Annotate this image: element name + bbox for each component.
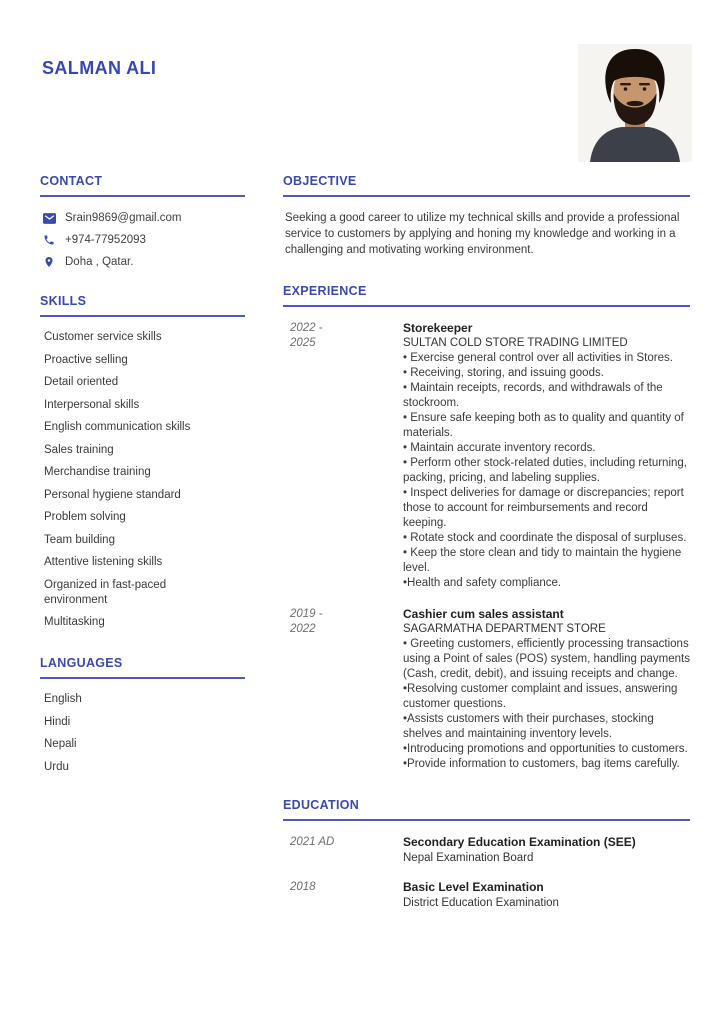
job-duty: • Receiving, storing, and issuing goods. — [403, 367, 604, 379]
company-name: SULTAN COLD STORE TRADING LIMITED — [403, 337, 628, 349]
company-name: SAGARMATHA DEPARTMENT STORE — [403, 623, 606, 635]
contact-list — [40, 212, 245, 268]
job-duty: • Ensure safe keeping both as to quality and quantity of materials. — [403, 412, 684, 439]
phone-icon — [42, 234, 56, 246]
contact-item — [42, 212, 245, 224]
job-duty: • Inspect deliveries for damage or discrepancies; report those to account for reimbursements and record keeping. — [403, 487, 684, 529]
experience-list — [283, 321, 690, 772]
language-item: Hindi — [44, 715, 71, 728]
contact-text: Srain9869@gmail.com — [65, 212, 182, 224]
education-entry — [283, 880, 690, 911]
contact-text: Doha , Qatar. — [65, 256, 134, 268]
languages-heading: LANGUAGES — [40, 656, 245, 679]
language-item: English — [44, 693, 82, 705]
skill-item: Attentive listening skills — [44, 556, 163, 568]
skill-item: Detail oriented — [44, 376, 119, 388]
education-heading: EDUCATION — [283, 798, 690, 821]
language-item: Urdu — [44, 760, 69, 773]
skill-item: Team building — [44, 533, 115, 546]
resume-body — [0, 162, 724, 937]
resume-header — [0, 0, 724, 162]
job-duty: • Maintain accurate inventory records. — [403, 442, 596, 454]
degree-title: Secondary Education Examination (SEE) — [403, 835, 636, 849]
education-entry — [283, 835, 690, 866]
date-from: 2019 - — [290, 608, 323, 620]
experience-details — [403, 607, 690, 772]
skill-item: Sales training — [44, 443, 114, 456]
institution-name: Nepal Examination Board — [403, 852, 534, 864]
job-duty: •Health and safety compliance. — [403, 577, 562, 589]
skills-section — [40, 294, 245, 630]
job-duty: • Maintain receipts, records, and withdrawals of the stockroom. — [403, 382, 663, 409]
job-duty-list — [403, 637, 690, 772]
contact-section — [40, 174, 245, 268]
job-duty: •Provide information to customers, bag items carefully. — [403, 758, 680, 770]
date-from: 2022 - — [290, 322, 323, 334]
objective-section — [283, 174, 690, 258]
objective-heading: OBJECTIVE — [283, 174, 690, 197]
job-duty: •Introducing promotions and opportunities to customers. — [403, 743, 688, 755]
job-duty: • Exercise general control over all activities in Stores. — [403, 352, 673, 364]
job-duty-list — [403, 351, 690, 591]
languages-list — [40, 692, 245, 775]
skill-item: Multitasking — [44, 616, 105, 628]
email-icon — [42, 213, 56, 224]
degree-title: Basic Level Examination — [403, 880, 544, 894]
skill-item: Interpersonal skills — [44, 398, 140, 411]
job-title: Storekeeper — [403, 321, 473, 335]
contact-heading: CONTACT — [40, 174, 245, 197]
skill-item: English communication skills — [44, 421, 191, 433]
job-duty: • Keep the store clean and tidy to maintain the hygiene level. — [403, 547, 682, 574]
education-date: 2018 — [290, 881, 316, 893]
contact-item — [42, 256, 245, 268]
job-title: Cashier cum sales assistant — [403, 607, 564, 621]
languages-section — [40, 656, 245, 775]
language-item: Nepali — [44, 738, 77, 750]
job-duty: •Resolving customer complaint and issues, answering customer questions. — [403, 683, 678, 710]
education-details — [403, 835, 636, 866]
date-to: 2025 — [290, 337, 316, 349]
institution-name: District Education Examination — [403, 897, 559, 909]
education-list — [283, 835, 690, 911]
experience-entry — [283, 321, 690, 591]
skill-item: Merchandise training — [44, 466, 151, 478]
date-to: 2022 — [290, 623, 316, 635]
education-details — [403, 880, 559, 911]
profile-photo — [578, 44, 692, 162]
skill-item: Organized in fast-paced environment — [44, 578, 167, 606]
experience-section — [283, 284, 690, 772]
experience-dates — [283, 607, 403, 772]
experience-heading: EXPERIENCE — [283, 284, 690, 307]
skill-item: Personal hygiene standard — [44, 488, 181, 501]
job-duty: • Greeting customers, efficiently processing transactions using a Point of sales (POS) system, handling payments (Cash, credit, debit), and issuing receipts and change. — [403, 638, 691, 680]
education-section — [283, 798, 690, 911]
education-date: 2021 AD — [290, 836, 335, 848]
location-icon — [42, 256, 56, 268]
experience-entry — [283, 607, 690, 772]
job-duty: • Perform other stock-related duties, including returning, packing, pricing, and labeling supplies. — [403, 457, 687, 484]
job-duty: • Rotate stock and coordinate the disposal of surpluses. — [403, 532, 687, 544]
job-duty: •Assists customers with their purchases, stocking shelves and maintaining inventory levels. — [403, 713, 654, 740]
left-column — [40, 174, 245, 801]
skill-item: Customer service skills — [44, 331, 162, 343]
skills-list — [40, 330, 245, 630]
skill-item: Proactive selling — [44, 353, 128, 366]
name-heading: SALMAN ALI — [42, 58, 157, 78]
skills-heading: SKILLS — [40, 294, 245, 317]
right-column — [283, 174, 690, 937]
objective-text: Seeking a good career to utilize my technical skills and provide a professional service to customers by applying and honing my knowledge and working in a challenging and motivating working environment. — [285, 212, 680, 256]
contact-item — [42, 234, 245, 246]
experience-details — [403, 321, 690, 591]
portrait-image — [578, 44, 692, 162]
skill-item: Problem solving — [44, 511, 126, 523]
experience-dates — [283, 321, 403, 591]
contact-text: +974-77952093 — [65, 234, 146, 246]
